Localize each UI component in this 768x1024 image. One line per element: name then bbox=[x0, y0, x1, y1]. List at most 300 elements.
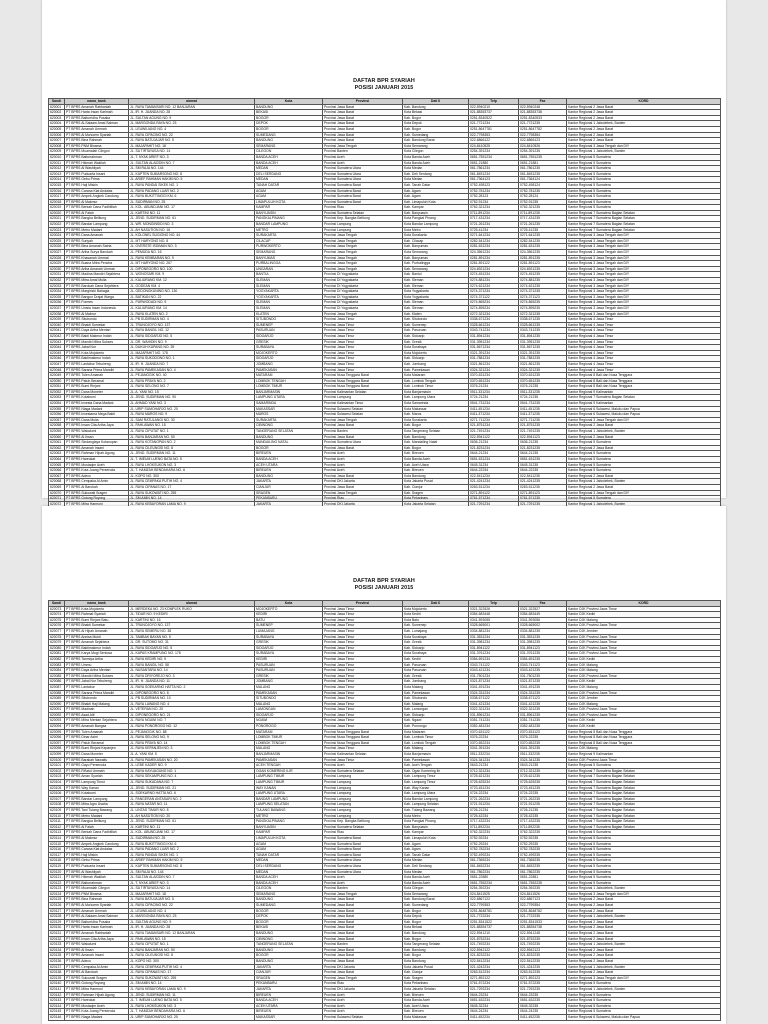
cell-provinsi: Provinsi Lampung bbox=[323, 791, 403, 797]
cell-alamat: JL. DUKUH KUPANG NO. 39 bbox=[129, 345, 255, 351]
header-provinsi: Provinsi bbox=[323, 99, 403, 105]
cell-kord: Kantor Regional 7 Sumatera Bagian Selatan bbox=[567, 824, 721, 830]
cell-provinsi: Provinsi Sumatera Barat bbox=[323, 847, 403, 853]
cell-telp: 0651-632234 bbox=[469, 998, 519, 1004]
cell-alamat: JL. URIP SUMOHARJO NO. 20 bbox=[129, 1014, 255, 1020]
cell-kord: Kantor Regional 8 Bali dan Nusa Tenggara bbox=[567, 378, 721, 384]
cell-dati-ii: Kota Cilegon bbox=[403, 149, 469, 155]
cell-provinsi: Provinsi Jawa Timur bbox=[323, 679, 403, 685]
cell-dati-ii: Kab. Cianjur bbox=[403, 484, 469, 490]
cell-nama-bank: PT BPRS Jabal Nur bbox=[65, 345, 129, 351]
cell-dati-ii: Kab. Sumedang bbox=[403, 132, 469, 138]
cell-nama-bank: PT BPRS Bangka Belitung bbox=[65, 819, 129, 825]
cell-kota: LAMPUNG UTARA bbox=[255, 395, 323, 401]
cell-alamat: JL. MT HARYONO NO. 267 bbox=[129, 261, 255, 267]
cell-alamat: JL. RAYA CIPUTAT NO. 1 bbox=[129, 429, 255, 435]
cell-fax: 0324-321235 bbox=[519, 367, 567, 373]
cell-provinsi: Provinsi Jawa Barat bbox=[323, 959, 403, 965]
cell-nama-bank: PT BPRS Bhakti Sumekar bbox=[65, 322, 129, 328]
cell-alamat: JL. DIPONEGORO NO. 100 bbox=[129, 266, 255, 272]
cell-kord: Kantor Regional 2 Jawa Barat bbox=[567, 434, 721, 440]
header-kord: KORD bbox=[567, 601, 721, 607]
cell-provinsi: Provinsi Riau bbox=[323, 830, 403, 836]
cell-kota: YOGYAKARTA bbox=[255, 289, 323, 295]
cell-telp: 0352-481234 bbox=[469, 724, 519, 730]
cell-alamat: JL. SOEKARNO HATTA NO. 6 bbox=[129, 791, 255, 797]
cell-telp: 0645-31234 bbox=[469, 462, 519, 468]
cell-alamat: JL. SULTAN ALAIDDIN NO. 7 bbox=[129, 160, 255, 166]
cell-dati-ii: Kab. Ngawi bbox=[403, 718, 469, 724]
cell-kota: SLEMAN bbox=[255, 283, 323, 289]
cell-kota: BANDUNG bbox=[255, 959, 323, 965]
cell-alamat: JL. MAJAPAHIT NO. 18 bbox=[129, 891, 255, 897]
cell-fax: 0263-511235 bbox=[519, 484, 567, 490]
header-nama-bank: nama_bank bbox=[65, 601, 129, 607]
cell-sandi: 620113 bbox=[49, 830, 65, 836]
cell-telp: 0752-782234 bbox=[469, 847, 519, 853]
cell-kord: Kantor Regional 6 Sulawesi, Maluku dan Papua bbox=[567, 406, 721, 412]
cell-fax: 0321-391235 bbox=[519, 350, 567, 356]
cell-fax: 0251-8341533 bbox=[519, 919, 567, 925]
cell-telp: 024-8411525 bbox=[469, 891, 519, 897]
cell-nama-bank: PT BPRS Mandiri Mitra Sukses bbox=[65, 673, 129, 679]
cell-dati-ii: Kab. Bandung bbox=[403, 434, 469, 440]
cell-telp: 0724-21234 bbox=[469, 395, 519, 401]
cell-telp: 0271-891122 bbox=[469, 490, 519, 496]
cell-kord: Kantor Regional 5 Sumatera bbox=[567, 199, 721, 205]
header-kord: KORD bbox=[567, 99, 721, 105]
cell-kota: PAMEKASAN bbox=[255, 367, 323, 373]
cell-kota: PANGKALPINANG bbox=[255, 819, 323, 825]
cell-fax: 0338-671235 bbox=[519, 317, 567, 323]
header-fax: Fax bbox=[519, 99, 567, 105]
cell-fax: 0644-24235 bbox=[519, 1009, 567, 1015]
cell-telp: 0274-371234 bbox=[469, 289, 519, 295]
cell-nama-bank: PT BPRS Lantabur bbox=[65, 684, 129, 690]
cell-fax: 0651-7552235 bbox=[519, 880, 567, 886]
cell-alamat: JL. RAYA BATUJAJAR NO. 5 bbox=[129, 138, 255, 144]
cell-nama-bank: PT BPRS Dana Moneter bbox=[65, 752, 129, 758]
cell-sandi: 620123 bbox=[49, 886, 65, 892]
cell-alamat: JL. AHMAD YANI NO. 3 bbox=[129, 401, 255, 407]
cell-kota: SURAKARTA bbox=[255, 417, 323, 423]
cell-provinsi: Provinsi Jawa Timur bbox=[323, 623, 403, 629]
cell-kord: Kantor Regional 1 Jabodebek, Banten bbox=[567, 149, 721, 155]
cell-provinsi: Provinsi Kep. Bangka Belitung bbox=[323, 819, 403, 825]
cell-kota: LAMPUNG TIMUR bbox=[255, 774, 323, 780]
cell-dati-ii: Kab. Mandailing Natal bbox=[403, 440, 469, 446]
cell-alamat: JL. A. YANI NO. 15 bbox=[129, 389, 255, 395]
cell-provinsi: Provinsi Lampung bbox=[323, 785, 403, 791]
cell-provinsi: Provinsi Jawa Timur bbox=[323, 668, 403, 674]
cell-sandi: 620035 bbox=[49, 294, 65, 300]
cell-dati-ii: Kota Semarang bbox=[403, 143, 469, 149]
cell-fax: 0752-499235 bbox=[519, 852, 567, 858]
cell-kota: BANJARMASIN bbox=[255, 389, 323, 395]
cell-sandi: 620133 bbox=[49, 942, 65, 948]
cell-kota: BOGOR bbox=[255, 115, 323, 121]
cell-nama-bank: PT BPRS Bumi Rinjani Kepanjen bbox=[65, 746, 129, 752]
cell-dati-ii: Kota Jakarta Selatan bbox=[403, 501, 469, 507]
header-kota: Kota bbox=[255, 601, 323, 607]
cell-provinsi: Provinsi Nusa Tenggara Barat bbox=[323, 735, 403, 741]
cell-provinsi: Provinsi Jawa Timur bbox=[323, 707, 403, 713]
cell-kord: Kantor Regional 6 Sulawesi, Maluku dan Papua bbox=[567, 1014, 721, 1020]
cell-fax: 024-6921235 bbox=[519, 266, 567, 272]
cell-dati-ii: Kota Surabaya bbox=[403, 345, 469, 351]
cell-sandi: 620081 bbox=[49, 651, 65, 657]
cell-provinsi: Provinsi DI Yogyakarta bbox=[323, 289, 403, 295]
cell-sandi: 620025 bbox=[49, 238, 65, 244]
cell-sandi: 620005 bbox=[49, 126, 65, 132]
cell-kord: Kantor Regional 3 Jawa Tengah dan DIY bbox=[567, 417, 721, 423]
cell-provinsi: Provinsi Jawa Barat bbox=[323, 423, 403, 429]
cell-telp: 021-4242234 bbox=[469, 964, 519, 970]
cell-alamat: JL. RAYA PADANG LUAR NO. 2 bbox=[129, 847, 255, 853]
cell-fax: 021-8231235 bbox=[519, 445, 567, 451]
cell-fax: 0324-341235 bbox=[519, 757, 567, 763]
cell-telp: 021-7491234 bbox=[469, 429, 519, 435]
cell-nama-bank: PT BPRS Unisia Insan Indonesia bbox=[65, 305, 129, 311]
cell-dati-ii: Kab. Limapuluh Kota bbox=[403, 835, 469, 841]
cell-sandi: 620075 bbox=[49, 617, 65, 623]
cell-kord: Kantor Regional 5 Sumatera bbox=[567, 171, 721, 177]
cell-sandi: 620024 bbox=[49, 233, 65, 239]
cell-sandi: 620018 bbox=[49, 199, 65, 205]
cell-provinsi: Provinsi Jawa Tengah bbox=[323, 891, 403, 897]
cell-sandi: 620082 bbox=[49, 656, 65, 662]
cell-kota: METRO bbox=[255, 813, 323, 819]
cell-telp: 0251-8341522 bbox=[469, 919, 519, 925]
cell-fax: 061-8452235 bbox=[519, 863, 567, 869]
cell-kota: METRO bbox=[255, 227, 323, 233]
cell-sandi: 620016 bbox=[49, 188, 65, 194]
cell-dati-ii: Kota Makassar bbox=[403, 1014, 469, 1020]
cell-provinsi: Provinsi DKI Jakarta bbox=[323, 986, 403, 992]
cell-alamat: JL. RAYA CIPANAS NO. 17 bbox=[129, 484, 255, 490]
cell-provinsi: Provinsi Sumatera Barat bbox=[323, 188, 403, 194]
cell-kord: Kantor Regional 3 Jawa Tengah dan DIY bbox=[567, 891, 721, 897]
cell-telp: 031-7881234 bbox=[469, 356, 519, 362]
cell-dati-ii: Kab. Bandung Barat bbox=[403, 138, 469, 144]
cell-alamat: JL. KARTINI NO. 11 bbox=[129, 210, 255, 216]
cell-sandi: 620146 bbox=[49, 1014, 65, 1020]
cell-kord: Kantor OJK Kediri bbox=[567, 656, 721, 662]
cell-provinsi: Provinsi DKI Jakarta bbox=[323, 501, 403, 507]
cell-dati-ii: Kota Banjarmasin bbox=[403, 389, 469, 395]
cell-dati-ii: Kab. Malang bbox=[403, 746, 469, 752]
cell-alamat: JL. KAPTEN SUMARSONO NO. 8 bbox=[129, 171, 255, 177]
cell-telp: 0354-683448 bbox=[469, 612, 519, 618]
cell-nama-bank: PT BPRS Bhakti Haji Malang bbox=[65, 701, 129, 707]
cell-sandi: 620079 bbox=[49, 640, 65, 646]
header-sandi: Sandi bbox=[49, 601, 65, 607]
cell-telp: 0752-28123 bbox=[469, 194, 519, 200]
cell-kota: SLEMAN bbox=[255, 278, 323, 284]
cell-dati-ii: Kab. Gresik bbox=[403, 339, 469, 345]
cell-alamat: JL. KOL. ABUNDJANI NO. 17 bbox=[129, 205, 255, 211]
cell-provinsi: Provinsi Jawa Tengah bbox=[323, 238, 403, 244]
cell-fax: 061-7364124 bbox=[519, 177, 567, 183]
cell-telp: 021-7721234 bbox=[469, 121, 519, 127]
cell-dati-ii: Kota Surakarta bbox=[403, 233, 469, 239]
cell-nama-bank: PT BPRS Mustaqim Aceh bbox=[65, 1003, 129, 1009]
cell-provinsi: Provinsi Lampung bbox=[323, 222, 403, 228]
cell-dati-ii: Kota Banda Aceh bbox=[403, 880, 469, 886]
cell-telp: 0282-541234 bbox=[469, 238, 519, 244]
cell-sandi: 620048 bbox=[49, 367, 65, 373]
cell-kord: Kantor Regional 3 Jawa Tengah dan DIY bbox=[567, 490, 721, 496]
cell-telp: 021-7292234 bbox=[469, 986, 519, 992]
cell-telp: 0251-8340522 bbox=[469, 115, 519, 121]
cell-alamat: JL. PEMUDA NO. 16 bbox=[129, 250, 255, 256]
cell-sandi: 620118 bbox=[49, 858, 65, 864]
cell-telp: 0341-491234 bbox=[469, 684, 519, 690]
cell-kota: KLATEN bbox=[255, 311, 323, 317]
cell-dati-ii: Kab. Bogor bbox=[403, 445, 469, 451]
cell-sandi: 620070 bbox=[49, 490, 65, 496]
cell-sandi: 620089 bbox=[49, 696, 65, 702]
cell-nama-bank: PT BPRS Karya Mugi Sentosa bbox=[65, 651, 129, 657]
cell-dati-ii: Kota Pekanbaru bbox=[403, 981, 469, 987]
cell-provinsi: Provinsi Jawa Timur bbox=[323, 757, 403, 763]
cell-fax: 0352-481235 bbox=[519, 724, 567, 730]
cell-alamat: JL. RAYA BUKITTINGGI KM. 6 bbox=[129, 194, 255, 200]
cell-provinsi: Provinsi DI Yogyakarta bbox=[323, 278, 403, 284]
cell-provinsi: Provinsi Jawa Barat bbox=[323, 434, 403, 440]
cell-kota: LOMBOK TENGAH bbox=[255, 378, 323, 384]
cell-provinsi: Provinsi Lampung bbox=[323, 780, 403, 786]
cell-sandi: 620126 bbox=[49, 903, 65, 909]
cell-telp: 0651-21880 bbox=[469, 160, 519, 166]
cell-fax: 021-4242235 bbox=[519, 964, 567, 970]
cell-kota: SURAKARTA bbox=[255, 233, 323, 239]
cell-nama-bank: PT BPRS Sarana Prima Mandiri bbox=[65, 690, 129, 696]
cell-fax: 022-7798354 bbox=[519, 132, 567, 138]
cell-telp: 0370-652234 bbox=[469, 740, 519, 746]
cell-dati-ii: Kab. Situbondo bbox=[403, 696, 469, 702]
cell-alamat: JL. DIPONEGORO NO. 21 bbox=[129, 712, 255, 718]
cell-kord: Kantor Regional 5 Sumatera bbox=[567, 863, 721, 869]
page-subtitle: POSISI JANUARI 2015 bbox=[354, 585, 414, 591]
cell-kord: Kantor OJK Kediri bbox=[567, 724, 721, 730]
cell-fax: 0272-321235 bbox=[519, 311, 567, 317]
cell-kord: Kantor Regional 7 Sumatera Bagian Selatan bbox=[567, 780, 721, 786]
cell-alamat: JL. T. NYAK ARIEF NO. 3 bbox=[129, 154, 255, 160]
cell-telp: 0725-621234 bbox=[469, 774, 519, 780]
cell-fax: 024-8411526 bbox=[519, 891, 567, 897]
cell-kota: MAROS bbox=[255, 412, 323, 418]
cell-fax: 0274-865235 bbox=[519, 300, 567, 306]
cell-telp: 0721-261234 bbox=[469, 222, 519, 228]
cell-fax: 0274-451235 bbox=[519, 272, 567, 278]
cell-fax: 0752-781235 bbox=[519, 188, 567, 194]
cell-kord: Kantor Regional 7 Sumatera Bagian Selatan bbox=[567, 807, 721, 813]
cell-provinsi: Provinsi Sumatera Barat bbox=[323, 182, 403, 188]
cell-alamat: JL. RAYA CIPUTAT NO. 1 bbox=[129, 942, 255, 948]
cell-kota: TANAH DATAR bbox=[255, 852, 323, 858]
cell-kord: Kantor Regional 5 Sumatera bbox=[567, 1003, 721, 1009]
cell-kord: Kantor Regional 2 Jawa Barat bbox=[567, 132, 721, 138]
cell-kota: BIREUEN bbox=[255, 992, 323, 998]
cell-kord: Kantor Regional 2 Jawa Barat bbox=[567, 925, 721, 931]
cell-nama-bank: PT BPRS Buana Mitra Perwira bbox=[65, 261, 129, 267]
cell-telp: 0636-21234 bbox=[469, 440, 519, 446]
cell-provinsi: Provinsi Jawa Tengah bbox=[323, 266, 403, 272]
cell-telp: 0723-451234 bbox=[469, 785, 519, 791]
cell-kota: MEDAN bbox=[255, 869, 323, 875]
table-body bbox=[49, 606, 721, 1020]
cell-alamat: JL. RAYA BATUJAJAR NO. 5 bbox=[129, 897, 255, 903]
cell-telp: 061-8451234 bbox=[469, 171, 519, 177]
cell-provinsi: Provinsi Jawa Barat bbox=[323, 138, 403, 144]
cell-provinsi: Provinsi Jawa Timur bbox=[323, 361, 403, 367]
cell-provinsi: Provinsi Aceh bbox=[323, 462, 403, 468]
cell-kota: LIMAPULUH KOTA bbox=[255, 199, 323, 205]
cell-alamat: JL. SM AMIN NO. 14 bbox=[129, 496, 255, 502]
cell-fax: 0341-391235 bbox=[519, 746, 567, 752]
cell-kord: Kantor Regional 2 Jawa Barat bbox=[567, 903, 721, 909]
cell-dati-ii: Kota Cilegon bbox=[403, 886, 469, 892]
cell-kota: SURABAYA bbox=[255, 345, 323, 351]
cell-fax: 0271-641235 bbox=[519, 233, 567, 239]
cell-dati-ii: Kab. Lampung Utara bbox=[403, 791, 469, 797]
cell-fax: 0725-41235 bbox=[519, 227, 567, 233]
cell-dati-ii: Kab. Bogor bbox=[403, 919, 469, 925]
cell-kota: MALANG bbox=[255, 746, 323, 752]
cell-provinsi: Provinsi Sumatera Utara bbox=[323, 166, 403, 172]
cell-provinsi: Provinsi Lampung bbox=[323, 802, 403, 808]
cell-kord: Kantor Regional 3 Jawa Tengah dan DIY bbox=[567, 300, 721, 306]
cell-alamat: JL. MT HARYONO NO. 8 bbox=[129, 238, 255, 244]
cell-dati-ii: Kota Surabaya bbox=[403, 634, 469, 640]
cell-alamat: JL. AH NASUTION NO. 16 bbox=[129, 227, 255, 233]
cell-fax: 022-5411235 bbox=[519, 473, 567, 479]
cell-provinsi: Provinsi Jawa Barat bbox=[323, 925, 403, 931]
cell-kord: Kantor Regional 5 Sumatera bbox=[567, 496, 721, 502]
cell-dati-ii: Kab. Lampung Timur bbox=[403, 774, 469, 780]
cell-kota: MAKASSAR bbox=[255, 1014, 323, 1020]
cell-provinsi: Provinsi Jawa Barat bbox=[323, 897, 403, 903]
cell-alamat: JL. PEJANGGIK NO. 88 bbox=[129, 729, 255, 735]
cell-sandi: 620012 bbox=[49, 166, 65, 172]
cell-dati-ii: Kota Banda Aceh bbox=[403, 457, 469, 463]
cell-nama-bank: PT BPRS Ampek Angkek Candung bbox=[65, 194, 129, 200]
cell-telp: 0343-741234 bbox=[469, 328, 519, 334]
cell-provinsi: Provinsi Sulawesi Selatan bbox=[323, 406, 403, 412]
cell-kord: Kantor Regional 9 Kalimantan bbox=[567, 752, 721, 758]
cell-nama-bank: PT BPRS Puduarta Insani bbox=[65, 863, 129, 869]
cell-kord: Kantor Regional 5 Sumatera bbox=[567, 841, 721, 847]
cell-dati-ii: Kota Surabaya bbox=[403, 651, 469, 657]
cell-dati-ii: Kota Samarinda bbox=[403, 401, 469, 407]
cell-provinsi: Provinsi Banten bbox=[323, 149, 403, 155]
cell-kord: Kantor Regional 5 Sumatera bbox=[567, 205, 721, 211]
cell-sandi: 620131 bbox=[49, 931, 65, 937]
cell-nama-bank: PT BPRS Kota Mojokerto bbox=[65, 606, 129, 612]
cell-kord: Kantor Regional 7 Sumatera Bagian Selatan bbox=[567, 774, 721, 780]
cell-dati-ii: Kab. Bogor bbox=[403, 115, 469, 121]
cell-fax: 0752-782235 bbox=[519, 847, 567, 853]
cell-nama-bank: PT BPRS Daya Artha Mentari bbox=[65, 328, 129, 334]
cell-sandi: 620091 bbox=[49, 707, 65, 713]
cell-provinsi: Provinsi Sumatera Utara bbox=[323, 869, 403, 875]
cell-fax: 0511-331235 bbox=[519, 389, 567, 395]
cell-sandi: 620006 bbox=[49, 132, 65, 138]
cell-fax: 0281-631235 bbox=[519, 244, 567, 250]
cell-dati-ii: Kab. Ponorogo bbox=[403, 724, 469, 730]
cell-kord: Kantor Regional 3 Jawa Tengah dan DIY bbox=[567, 305, 721, 311]
cell-nama-bank: PT BPRS Ampek Angkek Candung bbox=[65, 841, 129, 847]
cell-kord: Kantor Regional 4 Jawa Timur bbox=[567, 328, 721, 334]
cell-telp: 031-3951234 bbox=[469, 339, 519, 345]
cell-alamat: JL. RAYA BANGIL NO. 58 bbox=[129, 662, 255, 668]
cell-alamat: JL. IR. H. JUANDA NO. 7 bbox=[129, 361, 255, 367]
cell-kord: Kantor OJK Provinsi Jawa Timur bbox=[567, 673, 721, 679]
cell-sandi: 620038 bbox=[49, 311, 65, 317]
cell-dati-ii: Kab. Sleman bbox=[403, 300, 469, 306]
cell-sandi: 620138 bbox=[49, 970, 65, 976]
cell-nama-bank: PT BPRS Mandiri Mitra Sukses bbox=[65, 339, 129, 345]
cell-alamat: JL. RAYA NATAR NO. 11 bbox=[129, 802, 255, 808]
cell-kord: Kantor OJK Provinsi Jawa Timur bbox=[567, 707, 721, 713]
cell-provinsi: Provinsi Sumatera Barat bbox=[323, 194, 403, 200]
cell-fax: 0321-861235 bbox=[519, 361, 567, 367]
cell-kord: Kantor Regional 7 Sumatera Bagian Selatan bbox=[567, 222, 721, 228]
cell-nama-bank: PT BPRS Artha Amanah Ummat bbox=[65, 266, 129, 272]
cell-dati-ii: Kab. Purbalingga bbox=[403, 261, 469, 267]
cell-alamat: JL. KARTINI NO. 16 bbox=[129, 617, 255, 623]
cell-sandi: 620041 bbox=[49, 328, 65, 334]
cell-dati-ii: Kota Batu bbox=[403, 617, 469, 623]
cell-sandi: 620003 bbox=[49, 115, 65, 121]
cell-nama-bank: PT BPRS Wakalumi bbox=[65, 429, 129, 435]
cell-alamat: JL. WR. MONGINSIDI NO. 3 bbox=[129, 222, 255, 228]
cell-nama-bank: PT BPRS Hikmah Wakilah bbox=[65, 875, 129, 881]
cell-dati-ii: Kota Mojokerto bbox=[403, 350, 469, 356]
cell-alamat: JL. URIP SUMOHARJO NO. 20 bbox=[129, 406, 255, 412]
cell-nama-bank: PT BPRS Patuh Beramal bbox=[65, 378, 129, 384]
cell-kord: Kantor Regional 3 Jawa Tengah dan DIY bbox=[567, 289, 721, 295]
page-title-block bbox=[42, 578, 726, 592]
cell-fax: 021-8232235 bbox=[519, 953, 567, 959]
cell-dati-ii: Kab. Sleman bbox=[403, 278, 469, 284]
header-alamat: alamat bbox=[129, 601, 255, 607]
cell-sandi: 620014 bbox=[49, 177, 65, 183]
cell-alamat: JL. AH NASUTION NO. 20 bbox=[129, 813, 255, 819]
cell-nama-bank: PT BPRS Niaga Madani bbox=[65, 406, 129, 412]
cell-nama-bank: PT BPRS Amanah Ummah bbox=[65, 908, 129, 914]
cell-nama-bank: PT BPRS Tulen Amanah bbox=[65, 729, 129, 735]
cell-nama-bank: PT BPRS Gotong Royong bbox=[65, 496, 129, 502]
cell-sandi: 620044 bbox=[49, 345, 65, 351]
cell-alamat: JL. SULTAN AGUNG NO. 9 bbox=[129, 115, 255, 121]
cell-dati-ii: Kab. Lumajang bbox=[403, 628, 469, 634]
cell-telp: 0376-22234 bbox=[469, 735, 519, 741]
cell-kord: Kantor Regional 3 Jawa Tengah dan DIY bbox=[567, 244, 721, 250]
cell-kord: Kantor Regional 5 Sumatera bbox=[567, 880, 721, 886]
cell-dati-ii: Kab. Agam bbox=[403, 847, 469, 853]
cell-fax: 021-7291235 bbox=[519, 501, 567, 507]
cell-kota: PAMEKASAN bbox=[255, 757, 323, 763]
cell-provinsi: Provinsi Jawa Timur bbox=[323, 712, 403, 718]
cell-fax: 0762-321235 bbox=[519, 205, 567, 211]
cell-kord: Kantor Regional 5 Sumatera bbox=[567, 188, 721, 194]
cell-kota: SITUBONDO bbox=[255, 317, 323, 323]
cell-kord: Kantor Regional 7 Sumatera Bagian Selatan bbox=[567, 210, 721, 216]
cell-fax: 0343-741123 bbox=[519, 662, 567, 668]
cell-alamat: JL. KOPO NO. 300 bbox=[129, 473, 255, 479]
